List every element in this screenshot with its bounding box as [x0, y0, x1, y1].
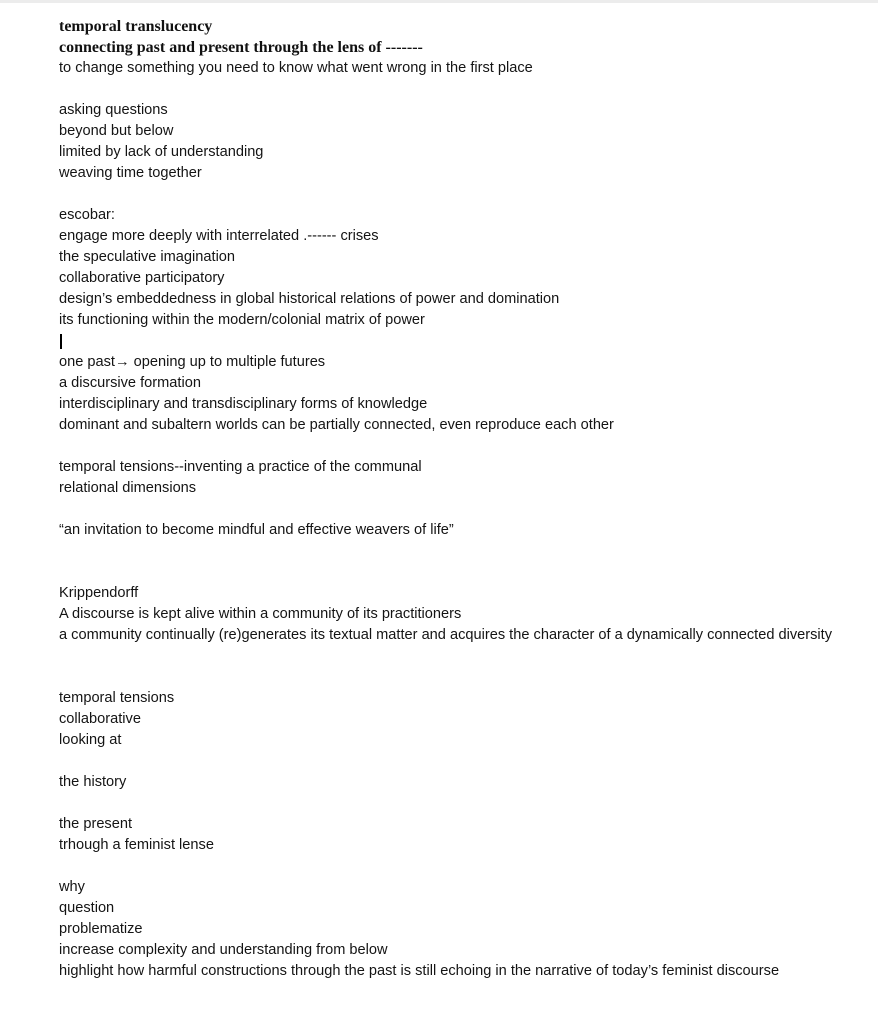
escobar-line: temporal tensions--inventing a practice of the communal	[59, 459, 422, 475]
why-line: problematize	[59, 921, 143, 937]
list-item: temporal tensions	[59, 690, 175, 706]
escobar-line: interdisciplinary and transdisciplinary forms of knowledge	[59, 396, 428, 412]
history-line: the history	[59, 774, 127, 790]
list-item: weaving time together	[59, 165, 202, 181]
text-cursor	[60, 334, 62, 349]
escobar-line: collaborative participatory	[59, 270, 225, 286]
document-title: temporal translucency	[59, 18, 213, 35]
krippendorff-line: A discourse is kept alive within a community of its practitioners	[59, 606, 462, 622]
escobar-line: engage more deeply with interrelated .------ crises	[59, 228, 379, 244]
escobar-line: relational dimensions	[59, 480, 197, 496]
escobar-line: one past→ opening up to multiple futures	[59, 354, 326, 370]
escobar-heading: escobar:	[59, 207, 115, 223]
why-line: highlight how harmful constructions through the past is still echoing in the narrative of today’s feminist discourse	[59, 963, 780, 979]
escobar-line: its functioning within the modern/colonial matrix of power	[59, 312, 425, 328]
list-item: beyond but below	[59, 123, 174, 139]
present-line: the present	[59, 816, 133, 832]
escobar-line: design’s embeddedness in global historical relations of power and domination	[59, 291, 560, 307]
list-item: limited by lack of understanding	[59, 144, 264, 160]
present-line: trhough a feminist lense	[59, 837, 214, 853]
why-line: why	[59, 879, 85, 895]
krippendorff-heading: Krippendorff	[59, 585, 139, 601]
escobar-quote: “an invitation to become mindful and effective weavers of life”	[59, 522, 454, 538]
why-line: question	[59, 900, 115, 916]
escobar-line: dominant and subaltern worlds can be partially connected, even reproduce each other	[59, 417, 614, 433]
top-divider	[0, 0, 878, 3]
document-subtitle: connecting past and present through the lens of -------	[59, 39, 423, 56]
intro-line: to change something you need to know what went wrong in the first place	[59, 60, 533, 76]
escobar-line: the speculative imagination	[59, 249, 236, 265]
why-line: increase complexity and understanding from below	[59, 942, 388, 958]
list-item: looking at	[59, 732, 122, 748]
document-body[interactable]	[59, 16, 869, 982]
escobar-line: a discursive formation	[59, 375, 201, 391]
list-item: collaborative	[59, 711, 141, 727]
list-item: asking questions	[59, 102, 168, 118]
krippendorff-line: a community continually (re)generates its textual matter and acquires the character of a dynamically connected diversity	[59, 627, 833, 643]
